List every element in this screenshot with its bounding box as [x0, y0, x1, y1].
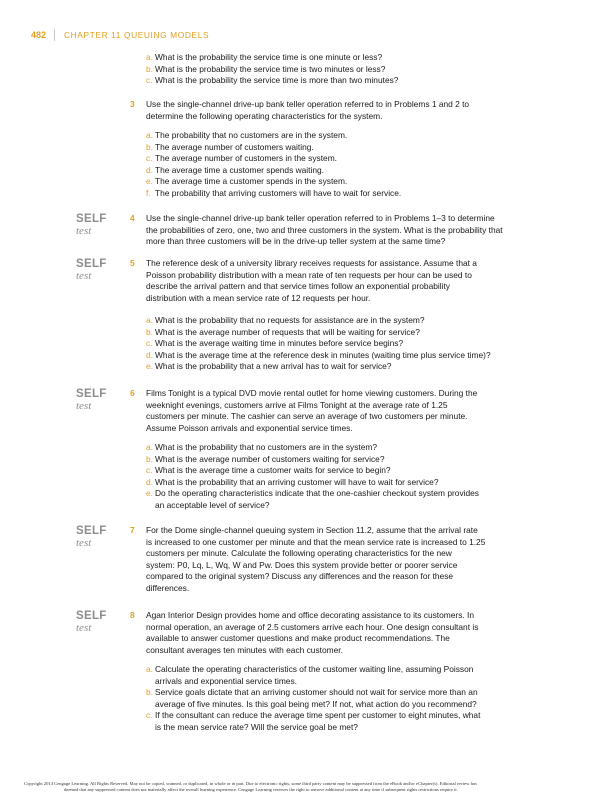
- list-item: a. What is the probability the service time is one minute or less?: [146, 52, 383, 62]
- problem-number: 5: [130, 258, 135, 268]
- self-test-badge: SELF test: [76, 525, 107, 549]
- list-item: b. The average number of customers waiting.: [146, 141, 314, 152]
- list-item: b. Service goals dictate that an arriving customer should not wait for service more than an average of five minutes. Is this goal being met? If not, what action do you recommend?: [146, 687, 478, 709]
- problem-number: 3: [130, 99, 135, 109]
- chapter-title: CHAPTER 11 QUEUING MODELS: [64, 30, 210, 40]
- list-item: c. What is the average waiting time in minutes before service begins?: [146, 338, 404, 349]
- copyright-footer: Copyright 2014 Cengage Learning. All Rights Reserved. May not be copied, scanned, or duplicated, in whole or in part. Due to electronic rights, some third party content may be suppressed from the eBook and/or eChapter(s). Editorial review has deemed that any suppressed content does not materially affect the overall learning experience. Cengage Learning reserves the right to remove additional content at any time if subsequent rights restrictions require it.: [24, 781, 477, 792]
- problem-number: 7: [130, 525, 135, 535]
- self-test-badge: SELF test: [76, 388, 107, 412]
- list-item: e. What is the probability that a new arrival has to wait for service?: [146, 361, 392, 372]
- problem-text: Agan Interior Design provides home and office decorating assistance to its customers. In normal operation, an average of 2.5 customers arrive each hour. One design consultant is available to answer customer questions and make product recommendations. The consultant averages ten minutes with each customer.: [146, 610, 479, 655]
- problem-number: 8: [130, 610, 135, 620]
- problem-subitems: [146, 130, 546, 200]
- problem-text: Films Tonight is a typical DVD movie rental outlet for home viewing customers. During the weeknight evenings, customers arrive at Films Tonight at the average rate of 1.25 customers per minute. The cashier can serve an average of two customers per minute. Assume Poisson arrivals and exponential service times.: [146, 388, 478, 433]
- list-item: a. What is the probability that no requests for assistance are in the system?: [146, 315, 425, 325]
- problem-number: 4: [130, 213, 135, 223]
- list-item: c. What is the average time a customer waits for service to begin?: [146, 465, 391, 476]
- list-item: d. What is the probability that an arriving customer will have to wait for service?: [146, 476, 439, 487]
- list-item: b. What is the average number of requests that will be waiting for service?: [146, 326, 420, 337]
- list-item: f. The probability that arriving customers will have to wait for service.: [146, 187, 402, 198]
- list-item: c. What is the probability the service time is more than two minutes?: [146, 75, 399, 86]
- problem-subitems: [146, 315, 546, 373]
- page-number: 482: [31, 30, 47, 40]
- list-item: a. What is the probability that no customers are in the system?: [146, 442, 378, 452]
- list-item: d. The average time a customer spends waiting.: [146, 164, 324, 175]
- list-item: c. If the consultant can reduce the average time spent per customer to eight minutes, what is the mean service rate? Will the service goal be met?: [146, 710, 481, 732]
- list-item: b. What is the probability the service time is two minutes or less?: [146, 63, 386, 74]
- self-test-badge: SELF test: [76, 610, 107, 634]
- self-test-badge: SELF test: [76, 258, 107, 282]
- list-item: e. Do the operating characteristics indicate that the one-cashier checkout system provides an acceptable level of service?: [146, 488, 479, 510]
- page-header: [31, 28, 209, 42]
- header-divider: [54, 29, 55, 41]
- problem-text: The reference desk of a university library receives requests for assistance. Assume that a Poisson probability distribution with a mean rate of ten requests per hour can be used to describe the arrival pattern and that service times follow an exponential probability distribution with a mean service rate of 12 requests per hour.: [146, 258, 477, 303]
- problem-subitems: [146, 442, 546, 512]
- list-item: b. What is the average number of customers waiting for service?: [146, 453, 385, 464]
- list-item: c. The average number of customers in the system.: [146, 153, 338, 164]
- list-item: e. The average time a customer spends in the system.: [146, 176, 348, 187]
- continued-subitems: [146, 52, 546, 87]
- problem-text: Use the single-channel drive-up bank teller operation referred to in Problems 1–3 to determine the probabilities of zero, one, two and three customers in the system. What is the probability that more than three customers will be in the drive-up teller system at the same time?: [146, 213, 503, 247]
- list-item: d. What is the average time at the reference desk in minutes (waiting time plus service time)?: [146, 349, 491, 360]
- self-test-badge: SELF test: [76, 213, 107, 237]
- list-item: a. The probability that no customers are in the system.: [146, 130, 348, 140]
- problem-number: 6: [130, 388, 135, 398]
- list-item: a. Calculate the operating characteristics of the customer waiting line, assuming Poisson arrivals and exponential service times.: [146, 664, 474, 686]
- problem-text: Use the single-channel drive-up bank teller operation referred to in Problems 1 and 2 to determine the following operating characteristics for the system.: [146, 99, 470, 121]
- problem-text: For the Dome single-channel queuing system in Section 11.2, assume that the arrival rate is increased to one customer per minute and that the mean service rate is increased to 1.25 customers per minute. Calculate the following operating characteristics for the new system: P0, Lq, L, Wq, W and Pw. Does this system provide better or poorer service compared to the original system? Discuss any differences and the reason for these differences.: [146, 525, 486, 593]
- problem-subitems: [146, 664, 546, 734]
